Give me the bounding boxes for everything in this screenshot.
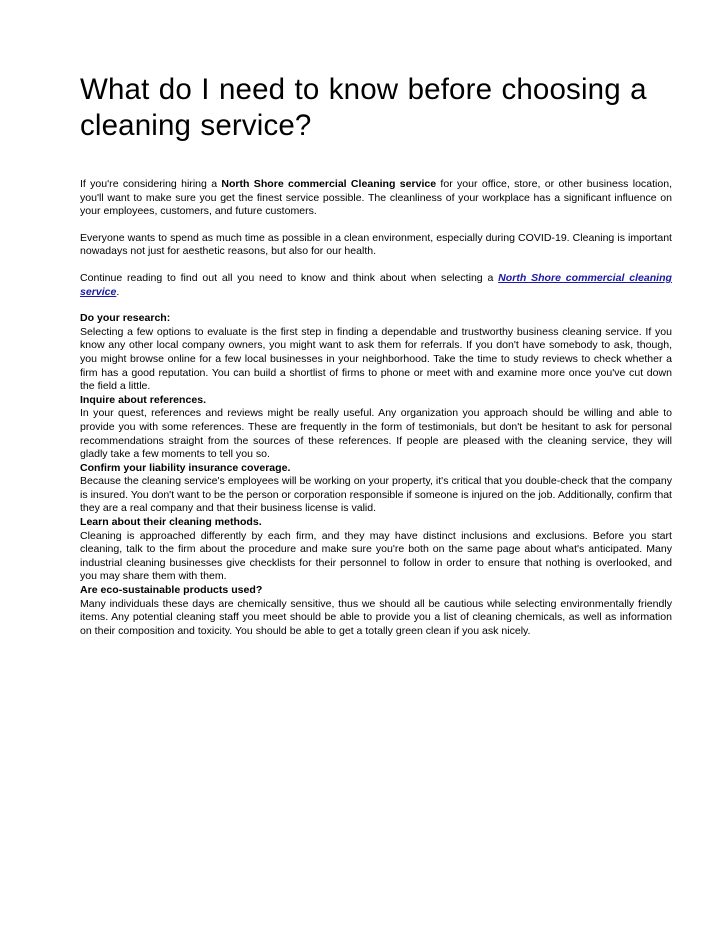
- section-insurance: [80, 462, 672, 516]
- section-body: Because the cleaning service's employees will be working on your property, it's critical that you double-check that the company is insured. You don't want to be the person or corporation responsible if someone is injured on the job. Additionally, confirm that they are a real company and that their business license is valid.: [80, 475, 672, 515]
- intro-p1-emphasis: North Shore commercial Cleaning service: [221, 178, 437, 190]
- intro-paragraph-2: Everyone wants to spend as much time as possible in a clean environment, especially during COVID-19. Cleaning is important nowadays not just for aesthetic reasons, but also for our health.: [80, 231, 672, 258]
- section-body: Cleaning is approached differently by each firm, and they may have distinct inclusions and exclusions. Before you start cleaning, talk to the firm about the procedure and make sure you're both on the same page about what's anticipated. Many industrial cleaning businesses give checklists for their personnel to follow in order to ensure that nothing is overlooked, and you may share them with them.: [80, 529, 672, 583]
- section-heading: Are eco-sustainable products used?: [80, 584, 263, 597]
- section-heading: Confirm your liability insurance coverage.: [80, 461, 291, 474]
- section-eco-products: [80, 584, 672, 638]
- intro-paragraph-3: [80, 272, 672, 299]
- section-heading: Inquire about references.: [80, 393, 207, 406]
- section-body: In your quest, references and reviews might be really useful. Any organization you approach should be willing and able to provide you with some references. These are frequently in the form of testimonials, but don't be hesitant to ask for personal recommendations straight from the sources of these references. If people are pleased with the cleaning service, they will gladly take a few moments to tell you so.: [80, 407, 672, 461]
- section-heading: Do your research:: [80, 312, 171, 325]
- intro-p1-lead: If you're considering hiring a: [80, 178, 222, 190]
- intro-paragraph-1: [80, 178, 672, 219]
- section-body: Selecting a few options to evaluate is the first step in finding a dependable and trustworthy business cleaning service. If you know any other local company owners, you might want to ask them for referrals. If you don't have somebody to ask, though, you might browse online for a few local businesses in your neighborhood. Take the time to study reviews to check whether a firm has a good reputation. You can build a shortlist of firms to phone or meet with and examine more once you've cut down the field a little.: [80, 325, 672, 393]
- intro-p3-lead: Continue reading to find out all you need to know and think about when selecting a: [80, 271, 499, 284]
- intro-p3-end: .: [116, 285, 120, 298]
- page-title: What do I need to know before choosing a cleaning service?: [80, 73, 647, 142]
- intro-p1-rest: for your office, store, or other business location, you'll want to make sure you get the finest service possible. The cleanliness of your workplace has a significant influence on your employees, customers, and future customers.: [80, 178, 673, 218]
- section-research: [80, 312, 672, 394]
- section-references: [80, 394, 672, 462]
- section-heading: Learn about their cleaning methods.: [80, 516, 262, 529]
- section-body: Many individuals these days are chemically sensitive, thus we should all be cautious while selecting environmentally friendly items. Any potential cleaning staff you meet should be able to provide you a list of cleaning chemicals, as well as information on their composition and toxicity. You should be able to get a totally green clean if you ask nicely.: [80, 597, 672, 637]
- section-methods: [80, 516, 672, 584]
- document-page: [80, 72, 672, 638]
- service-link[interactable]: North Shore commercial cleaning service: [80, 271, 672, 298]
